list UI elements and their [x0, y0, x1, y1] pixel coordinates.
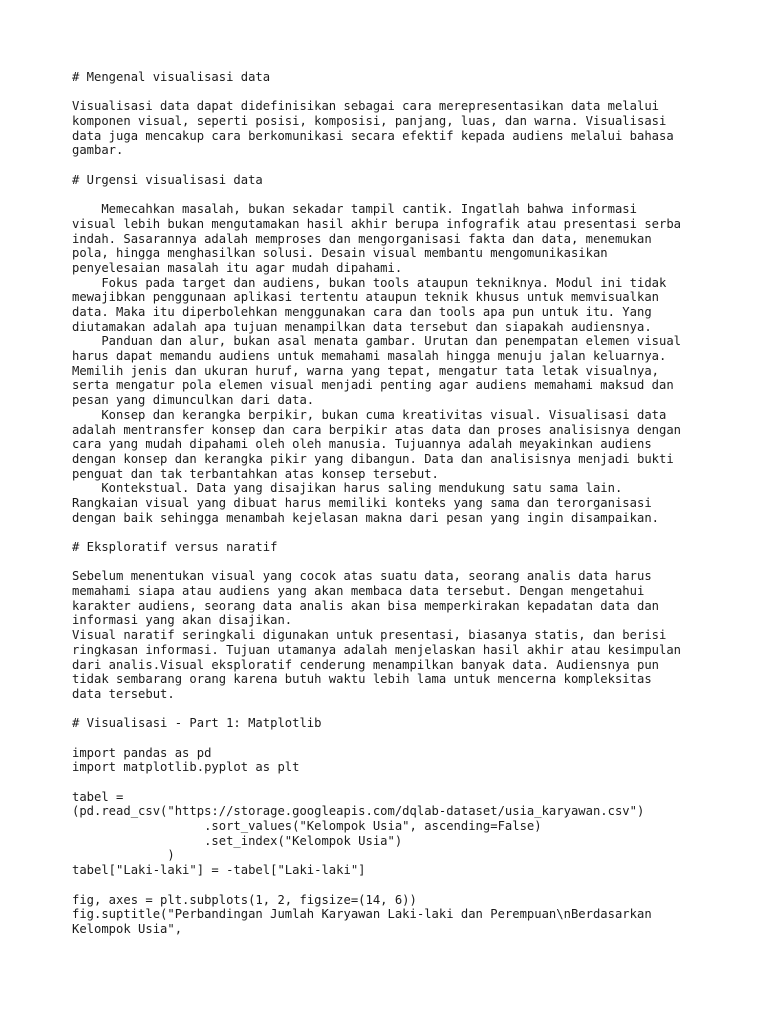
text-line: dari analis.Visual eksploratif cenderung menampilkan banyak data. Audiensnya pun: [72, 657, 659, 672]
text-line: (pd.read_csv("https://storage.googleapis.com/dqlab-dataset/usia_karyawan.csv"): [72, 804, 645, 819]
text-line: Visual naratif seringkali digunakan untuk presentasi, biasanya statis, dan berisi: [72, 628, 667, 643]
text-line: ): [72, 848, 175, 863]
section-heading: # Mengenal visualisasi data: [72, 70, 271, 84]
text-line: Fokus pada target dan audiens, bukan tools ataupun tekniknya. Modul ini tidak: [72, 275, 667, 290]
text-line: gambar.: [72, 143, 124, 158]
blank-line: [72, 525, 712, 540]
blank-line: [72, 555, 712, 570]
blank-line: [72, 188, 712, 203]
text-line: cara yang mudah dipahami oleh oleh manusia. Tujuannya adalah meyakinkan audiens: [72, 437, 652, 452]
section-heading: # Visualisasi - Part 1: Matplotlib: [72, 716, 322, 731]
text-line: import matplotlib.pyplot as plt: [72, 760, 300, 775]
text-line: penyelesaian masalah itu agar mudah dipahami.: [72, 260, 403, 275]
text-line: memahami siapa atau audiens yang akan membaca data tersebut. Dengan mengetahui: [72, 584, 645, 599]
text-line: data juga mencakup cara berkomunikasi secara efektif kepada audiens melalui bahasa: [72, 128, 674, 143]
text-line: mewajibkan penggunaan aplikasi tertentu ataupun teknik khusus untuk memvisualkan: [72, 290, 659, 305]
text-line: Kontekstual. Data yang disajikan harus saling mendukung satu sama lain.: [72, 481, 623, 496]
text-line: serta mengatur pola elemen visual menjadi penting agar audiens memahami maksud dan: [72, 378, 674, 393]
text-line: .sort_values("Kelompok Usia", ascending=False): [72, 819, 542, 834]
text-line: indah. Sasarannya adalah memproses dan mengorganisasi fakta dan data, menemukan: [72, 231, 652, 246]
text-line: komponen visual, seperti posisi, komposisi, panjang, luas, dan warna. Visualisasi: [72, 114, 667, 129]
blank-line: [72, 702, 712, 717]
section-heading: # Urgensi visualisasi data: [72, 172, 263, 187]
text-line: data tersebut.: [72, 686, 175, 701]
text-line: Visualisasi data dapat didefinisikan sebagai cara merepresentasikan data melalui: [72, 99, 659, 114]
blank-line: [72, 85, 712, 100]
document-body: [72, 70, 712, 937]
text-line: fig, axes = plt.subplots(1, 2, figsize=(14, 6)): [72, 892, 417, 907]
blank-line: [72, 775, 712, 790]
text-line: ringkasan informasi. Tujuan utamanya adalah menjelaskan hasil akhir atau kesimpulan: [72, 642, 682, 657]
text-line: karakter audiens, seorang data analis akan bisa memperkirakan kepadatan data dan: [72, 598, 659, 613]
text-line: informasi yang akan disajikan.: [72, 613, 293, 628]
text-line: Rangkaian visual yang dibuat harus memiliki konteks yang sama dan terorganisasi: [72, 495, 652, 510]
text-line: tabel["Laki-laki"] = -tabel["Laki-laki"]: [72, 863, 366, 878]
text-line: Sebelum menentukan visual yang cocok atas suatu data, seorang analis data harus: [72, 569, 652, 584]
text-line: Kelompok Usia",: [72, 921, 183, 936]
text-line: Memecahkan masalah, bukan sekadar tampil cantik. Ingatlah bahwa informasi: [72, 202, 637, 217]
blank-line: [72, 878, 712, 893]
text-line: Konsep dan kerangka berpikir, bukan cuma kreativitas visual. Visualisasi data: [72, 407, 667, 422]
text-line: tabel =: [72, 789, 124, 804]
text-line: .set_index("Kelompok Usia"): [72, 833, 403, 848]
text-line: visual lebih bukan mengutamakan hasil akhir berupa infografik atau presentasi serba: [72, 216, 682, 231]
text-line: penguat dan tak terbantahkan atas konsep tersebut.: [72, 466, 439, 481]
text-line: fig.suptitle("Perbandingan Jumlah Karyawan Laki-laki dan Perempuan\nBerdasarkan: [72, 907, 652, 922]
text-line: pola, hingga menghasilkan solusi. Desain visual membantu mengomunikasikan: [72, 246, 608, 261]
text-line: pesan yang dimunculkan dari data.: [72, 393, 315, 408]
text-line: adalah mentransfer konsep dan cara berpikir atas data dan proses analisisnya dengan: [72, 422, 682, 437]
text-line: harus dapat memandu audiens untuk memahami masalah hingga menuju jalan keluarnya.: [72, 349, 667, 364]
text-line: diutamakan adalah apa tujuan menampilkan data tersebut dan siapakah audiensnya.: [72, 319, 652, 334]
text-line: import pandas as pd: [72, 745, 212, 760]
text-line: dengan konsep dan kerangka pikir yang dibangun. Data dan analisisnya menjadi bukti: [72, 451, 674, 466]
blank-line: [72, 731, 712, 746]
text-line: tidak sembarang orang karena butuh waktu lebih lama untuk mencerna kompleksitas: [72, 672, 652, 687]
text-line: dengan baik sehingga menambah kejelasan makna dari pesan yang ingin disampaikan.: [72, 510, 659, 525]
text-line: data. Maka itu diperbolehkan menggunakan cara dan tools apa pun untuk itu. Yang: [72, 305, 652, 319]
section-heading: # Eksploratif versus naratif: [72, 540, 278, 554]
blank-line: [72, 158, 712, 173]
text-line: Memilih jenis dan ukuran huruf, warna yang tepat, mengatur tata letak visualnya,: [72, 363, 659, 378]
text-line: Panduan dan alur, bukan asal menata gambar. Urutan dan penempatan elemen visual: [72, 334, 682, 349]
